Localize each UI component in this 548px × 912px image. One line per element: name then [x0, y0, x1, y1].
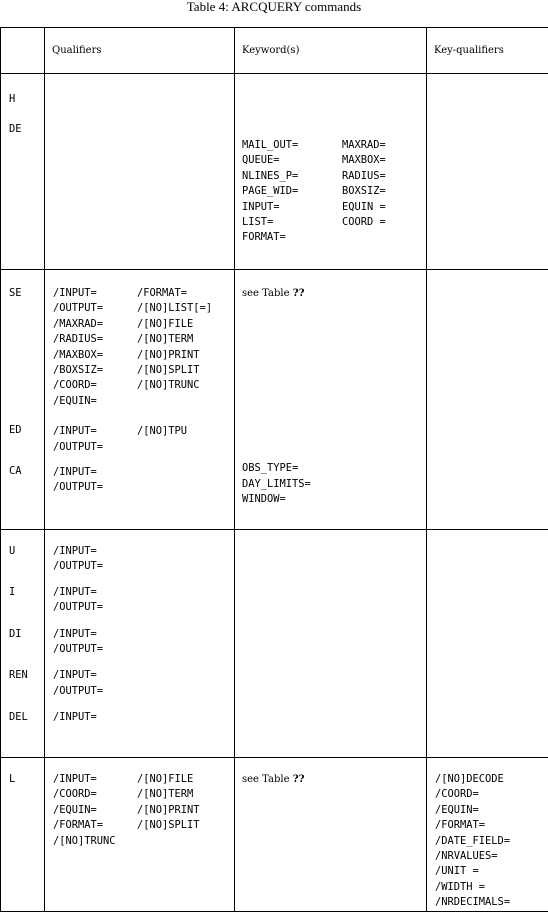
u-qualifiers: [45, 544, 234, 575]
header-key-qualifiers: Key-qualifiers: [427, 28, 548, 74]
keyword-item: LIST=: [242, 215, 342, 230]
l-qualifiers: [45, 772, 234, 849]
header-keywords: Keyword(s): [235, 28, 427, 74]
group-row-h-de: [1, 74, 548, 270]
key-qualifier-item: /COORD=: [435, 787, 548, 802]
keyword-item: FORMAT=: [242, 230, 342, 245]
key-qualifier-item: /NRDECIMALS=: [435, 895, 548, 910]
l-see-table-reference: [235, 772, 426, 787]
command-code-ed: ED: [1, 423, 44, 438]
l-qualifiers-col2: [137, 772, 200, 849]
se-qualifiers-col2: [137, 286, 212, 409]
se-see-table-reference: [235, 286, 426, 301]
key-qualifier-item: /FORMAT=: [435, 818, 548, 833]
qualifier-item: /OUTPUT=: [53, 642, 234, 657]
qualifier-item: /[NO]PRINT: [137, 803, 200, 818]
qualifier-item: /COORD=: [53, 378, 137, 393]
group-row-l: [1, 758, 548, 912]
keyword-item: MAIL_OUT=: [242, 138, 342, 153]
se-qualifiers: [45, 286, 234, 409]
ed-qualifiers-col2: [137, 424, 187, 455]
qualifier-item: /[NO]FILE: [137, 317, 212, 332]
se-qualifiers-col1: [45, 286, 137, 409]
qualifier-item: /INPUT=: [53, 668, 234, 683]
see-table-text: see Table: [242, 288, 290, 299]
key-qualifier-item: /UNIT =: [435, 864, 548, 879]
qualifier-item: /[NO]TRUNC: [137, 378, 212, 393]
qualifier-item: /[NO]PRINT: [137, 348, 212, 363]
qualifier-item: /RADIUS=: [53, 332, 137, 347]
command-code-h: H: [1, 92, 44, 107]
table-ref-marker: ??: [293, 774, 305, 785]
qualifier-item: /OUTPUT=: [53, 440, 137, 455]
qualifiers-cell: [45, 530, 235, 758]
qualifier-item: /OUTPUT=: [53, 480, 234, 495]
arcquery-commands-table: [0, 27, 548, 912]
qualifier-item: /FORMAT=: [53, 818, 137, 833]
keyword-item: OBS_TYPE=: [242, 461, 426, 476]
keyword-item: QUEUE=: [242, 153, 342, 168]
command-code-di: DI: [1, 627, 44, 642]
i-qualifiers: [45, 585, 234, 616]
header-row: [1, 28, 548, 74]
command-cell: [1, 74, 45, 270]
qualifier-item: /EQUIN=: [53, 803, 137, 818]
qualifier-item: /EQUIN=: [53, 394, 137, 409]
key-qualifiers-cell: [427, 758, 548, 912]
command-cell: [1, 270, 45, 530]
qualifier-item: /OUTPUT=: [53, 684, 234, 699]
qualifier-item: /INPUT=: [53, 544, 234, 559]
di-qualifiers: [45, 627, 234, 658]
qualifier-item: /INPUT=: [53, 772, 137, 787]
ca-qualifiers: [45, 465, 234, 496]
ca-keywords: [235, 461, 426, 507]
command-code-i: I: [1, 585, 44, 600]
command-code-del: DEL: [1, 710, 44, 725]
l-qualifiers-col1: [45, 772, 137, 849]
keywords-cell: [235, 74, 427, 270]
qualifier-item: /INPUT=: [53, 585, 234, 600]
keywords-cell: [235, 270, 427, 530]
qualifier-item: /COORD=: [53, 787, 137, 802]
qualifiers-cell: [45, 74, 235, 270]
key-qualifier-item: /[NO]DECODE: [435, 772, 548, 787]
ed-qualifiers-col1: [45, 424, 137, 455]
qualifier-item: /INPUT=: [53, 465, 234, 480]
qualifier-item: /[NO]TPU: [137, 424, 187, 439]
del-qualifiers: [45, 710, 234, 725]
command-code-ca: CA: [1, 464, 44, 479]
qualifier-item: /[NO]TERM: [137, 787, 200, 802]
table-ref-marker: ??: [293, 288, 305, 299]
qualifier-item: /FORMAT=: [137, 286, 212, 301]
key-qualifiers-cell: [427, 270, 548, 530]
command-code-ren: REN: [1, 668, 44, 683]
qualifier-item: /INPUT=: [53, 627, 234, 642]
qualifier-item: /[NO]SPLIT: [137, 363, 212, 378]
command-code-de: DE: [1, 122, 44, 137]
command-code-u: U: [1, 544, 44, 559]
group-row-u-i-di-ren-del: [1, 530, 548, 758]
keywords-cell: [235, 530, 427, 758]
key-qualifiers-cell: [427, 530, 548, 758]
de-keywords: [235, 138, 426, 246]
qualifiers-cell: [45, 270, 235, 530]
header-qualifiers: Qualifiers: [45, 28, 235, 74]
table-caption: Table 4: ARCQUERY commands: [0, 0, 548, 14]
qualifier-item: /[NO]SPLIT: [137, 818, 200, 833]
keyword-item: RADIUS=: [342, 169, 386, 184]
l-key-qualifiers: [427, 772, 548, 911]
keyword-item: EQUIN =: [342, 200, 386, 215]
keyword-item: BOXSIZ=: [342, 184, 386, 199]
keyword-item: PAGE_WID=: [242, 184, 342, 199]
qualifier-item: /[NO]LIST[=]: [137, 301, 212, 316]
qualifier-item: /OUTPUT=: [53, 301, 137, 316]
de-keywords-col1: [235, 138, 342, 246]
ed-qualifiers: [45, 424, 234, 455]
command-code-se: SE: [1, 286, 44, 301]
keyword-item: MAXRAD=: [342, 138, 386, 153]
qualifier-item: /[NO]TERM: [137, 332, 212, 347]
keyword-item: INPUT=: [242, 200, 342, 215]
qualifier-item: /MAXRAD=: [53, 317, 137, 332]
qualifier-item: /[NO]TRUNC: [53, 834, 137, 849]
group-row-se-ed-ca: [1, 270, 548, 530]
qualifier-item: /[NO]FILE: [137, 772, 200, 787]
qualifier-item: /INPUT=: [53, 286, 137, 301]
qualifier-item: /OUTPUT=: [53, 600, 234, 615]
see-table-text: see Table: [242, 774, 290, 785]
command-cell: [1, 530, 45, 758]
qualifier-item: /INPUT=: [53, 424, 137, 439]
qualifier-item: /INPUT=: [53, 710, 234, 725]
ren-qualifiers: [45, 668, 234, 699]
keyword-item: DAY_LIMITS=: [242, 477, 426, 492]
keyword-item: COORD =: [342, 215, 386, 230]
key-qualifier-item: /DATE_FIELD=: [435, 834, 548, 849]
keyword-item: WINDOW=: [242, 492, 426, 507]
de-keywords-col2: [342, 138, 386, 246]
header-command: [1, 28, 45, 74]
key-qualifier-item: /EQUIN=: [435, 803, 548, 818]
qualifiers-cell: [45, 758, 235, 912]
keyword-item: MAXBOX=: [342, 153, 386, 168]
command-code-l: L: [1, 772, 44, 787]
key-qualifier-item: /NRVALUES=: [435, 849, 548, 864]
qualifier-item: /BOXSIZ=: [53, 363, 137, 378]
qualifier-item: /MAXBOX=: [53, 348, 137, 363]
keywords-cell: [235, 758, 427, 912]
key-qualifier-item: /WIDTH =: [435, 880, 548, 895]
command-cell: [1, 758, 45, 912]
key-qualifiers-cell: [427, 74, 548, 270]
keyword-item: NLINES_P=: [242, 169, 342, 184]
qualifier-item: /OUTPUT=: [53, 559, 234, 574]
